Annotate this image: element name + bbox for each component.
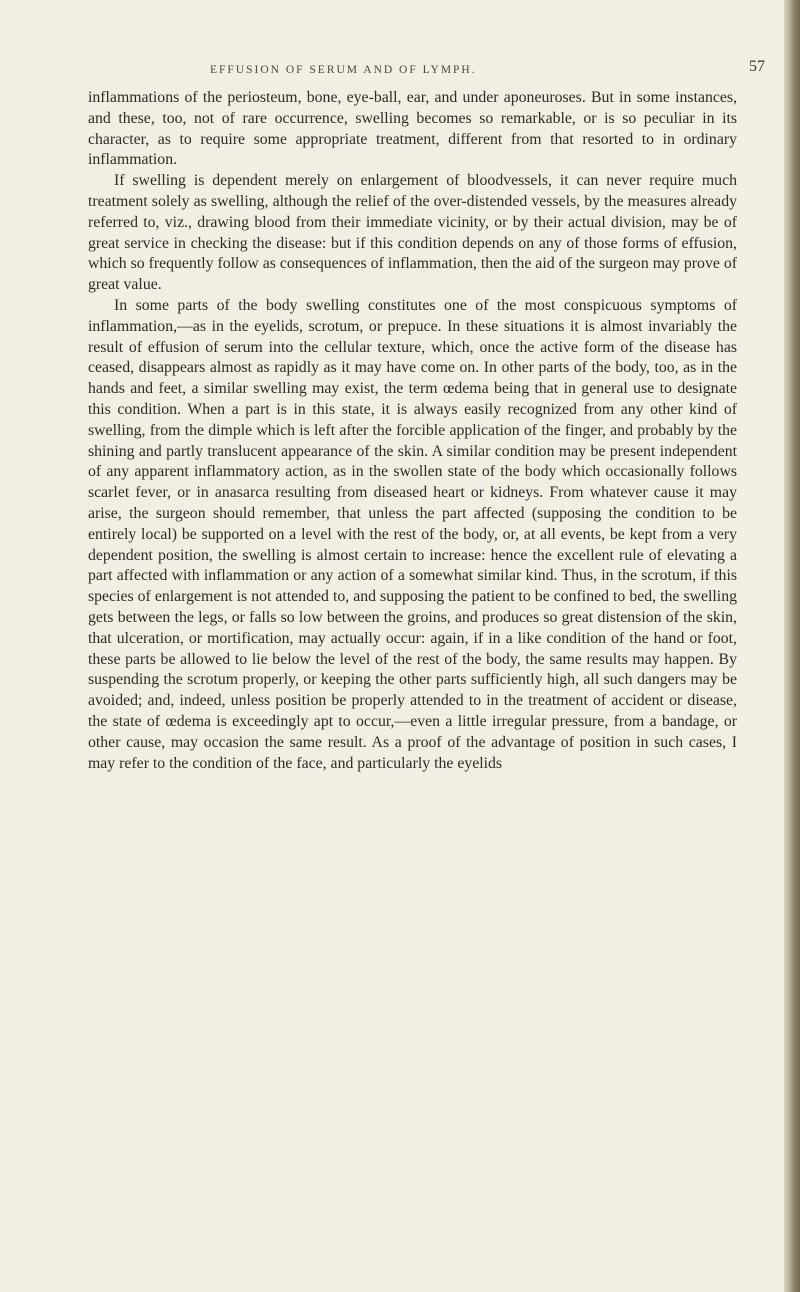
page-number: 57	[749, 58, 765, 75]
paragraph-3: In some parts of the body swelling constitutes one of the most conspicuous symptoms of inflammation,—as in the eyelids, scrotum, or prepuce. In these situations it is almost invariably the result of effusion of serum into the cellular texture, which, once the active form of the disease has ceased, disappears almost as rapidly as it may have come on. In other parts of the body, too, as in the hands and feet, a similar swelling may exist, the term œdema being that in general use to designate this condition. When a part is in this state, it is always easily recognized from any other kind of swelling, from the dimple which is left after the forcible application of the finger, and probably by the shining and partly translucent appearance of the skin. A similar condition may be present independent of any apparent inflammatory action, as in the swollen state of the body which occasionally follows scarlet fever, or in anasarca resulting from diseased heart or kidneys. From whatever cause it may arise, the surgeon should remember, that unless the part affected (supposing the condition to be entirely local) be supported on a level with the rest of the body, or, at all events, be kept from a very dependent position, the swelling is almost certain to increase: hence the excellent rule of elevating a part affected with inflammation or any action of a somewhat similar kind. Thus, in the scrotum, if this species of enlargement is not attended to, and supposing the patient to be confined to bed, the swelling gets between the legs, or falls so low between the groins, and produces so great distension of the skin, that ulceration, or mortification, may actually occur: again, if in a like condition of the hand or foot, these parts be allowed to lie below the level of the rest of the body, the same results may happen. By suspending the scrotum properly, or keeping the other parts sufficiently high, all such dangers may be avoided; and, indeed, unless position be properly attended to in the treatment of accident or disease, the state of œdema is exceedingly apt to occur,—even a little irregular pressure, from a bandage, or other cause, may occasion the same result. As a proof of the advantage of position in such cases, I may refer to the condition of the face, and particularly the eyelids	[88, 296, 737, 772]
running-title: EFFUSION OF SERUM AND OF LYMPH.	[210, 64, 477, 76]
body-text	[88, 88, 737, 774]
paragraph-1: inflammations of the periosteum, bone, eye-ball, ear, and under aponeuroses. But in some instances, and these, too, not of rare occurrence, swelling becomes so remarkable, or is so peculiar in its character, as to require some appropriate treatment, different from that resorted to in ordinary inflammation.	[88, 89, 737, 169]
paragraph-2: If swelling is dependent merely on enlargement of bloodvessels, it can never require much treatment solely as swelling, although the relief of the over-distended vessels, by the measures already referred to, viz., drawing blood from their immediate vicinity, or by their actual division, may be of great service in checking the disease: but if this condition depends on any of those forms of effusion, which so frequently follow as consequences of inflammation, then the aid of the surgeon may prove of great value.	[88, 172, 737, 294]
page-edge-shadow	[784, 0, 800, 1292]
